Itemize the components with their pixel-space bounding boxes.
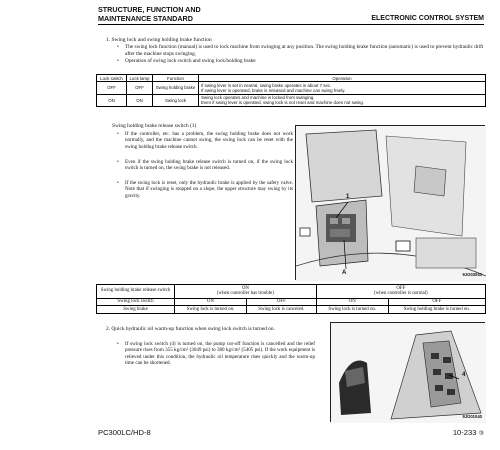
col-lock-lamp: Lock lamp — [127, 75, 153, 82]
rowhead-swing-brake: Swing brake — [97, 306, 175, 314]
cell-brake: Swing lock is turned on. — [175, 306, 247, 314]
rowhead-release-switch: Swing holding brake release switch — [97, 285, 175, 299]
release-bullet1: • If the controller, etc. has a problem, the swing holding brake does not work normally, and the machine cannot swing, the swing lock can be reset with the swing holding brake release switch. — [125, 131, 293, 150]
release-bullet3: • If the swing lock is reset, only the hydraulic brake is applied by the safety valve. Note that if swinging is stopped on a slope, the upper structure may swing by its gravity. — [125, 180, 293, 199]
footer-page — [453, 428, 484, 437]
release-off-label: OFF — [396, 285, 406, 291]
cab-illustration — [296, 126, 486, 281]
section1-bullet1: • The swing lock function (manual) is used to lock machine from swinging at any position. The swing holding brake function (automatic) is used to prevent hydraulic drift after the machine stops swinging. — [125, 44, 485, 57]
table-row — [97, 82, 486, 94]
cell-operation — [199, 82, 486, 94]
callout-4: 4 — [462, 372, 466, 378]
rowhead-swing-lock-switch: Swing lock switch — [97, 298, 175, 306]
cell-switch: OFF — [97, 82, 127, 94]
release-off-note: (when controller is normal) — [374, 291, 428, 297]
cell-switch: OFF — [246, 298, 316, 306]
col-operation: Operation — [199, 75, 486, 82]
col-lock-switch: Lock switch — [97, 75, 127, 82]
callout-1: 1 — [346, 194, 350, 200]
figure-id: 9JG01040 — [462, 414, 482, 419]
release-switch-table — [96, 284, 486, 314]
cell-switch: ON — [175, 298, 247, 306]
header-title-line2: MAINTENANCE STANDARD — [98, 13, 193, 23]
operation-line: If swing lever is operated, brake is released and machine can swing freely. — [201, 87, 346, 93]
swing-lock-switch-figure — [330, 322, 485, 422]
table-row — [97, 94, 486, 106]
section1-heading: 1. Swing lock and swing holding brake function — [106, 37, 212, 43]
operation-line: Even if swing lever is operated, swing lock is not reset and machine does not swing. — [201, 100, 365, 106]
cell-lamp: ON — [127, 94, 153, 106]
cell-brake: Swing lock is turned on. — [316, 306, 388, 314]
cell-brake: Swing holding brake is turned on. — [388, 306, 485, 314]
release-off — [316, 285, 485, 299]
release-on-label: ON — [241, 285, 249, 291]
header-section: ELECTRONIC CONTROL SYSTEM — [371, 15, 484, 22]
cell-function: Swing lock — [153, 94, 199, 106]
table-row — [97, 306, 486, 314]
release-bullet2: • Even if the swing holding brake release switch is turned on, if the swing lock switch is turned on, the swing brake is not released. — [125, 159, 293, 172]
cell-switch: ON — [97, 94, 127, 106]
release-switch-heading: Swing holding brake release switch (1) — [112, 123, 197, 129]
swing-lock-table — [96, 74, 486, 107]
cell-function: Swing holding brake — [153, 82, 199, 94]
release-on — [175, 285, 317, 299]
operation-line: If swing lever is set in neutral, swing brake operates in about 7 sec. — [201, 82, 332, 88]
footer-model: PC300LC/HD-8 — [98, 428, 151, 437]
table-row — [97, 298, 486, 306]
section2-heading: 2. Quick hydraulic oil warm-up function when swing lock switch is turned on. — [106, 326, 275, 332]
col-function: Function — [153, 75, 199, 82]
release-on-note: (when controller has trouble) — [216, 291, 274, 297]
header-title-line1: STRUCTURE, FUNCTION AND — [98, 5, 201, 14]
revision-mark: ③ — [478, 431, 484, 437]
cell-switch: OFF — [388, 298, 485, 306]
page-number: 10-233 — [452, 428, 477, 437]
section1-bullet2: • Operation of swing lock switch and swing lock/holding brake — [125, 58, 485, 65]
cell-lamp: OFF — [127, 82, 153, 94]
operation-line: Swing lock operates and machine is locked from swinging. — [201, 95, 315, 101]
callout-a: A — [342, 270, 347, 276]
header-rule — [98, 24, 484, 25]
figure-id: 9JG03043 — [462, 272, 482, 277]
release-switch-figure — [295, 125, 485, 280]
cell-switch: ON — [316, 298, 388, 306]
cell-brake: Swing lock is canceled. — [246, 306, 316, 314]
table-row — [97, 285, 486, 299]
header-title — [98, 6, 201, 23]
section2-bullet: • If swing lock switch (4) is turned on, the pump cut-off function is cancelled and the relief pressure rises from 355 kg/cm² (3049 psi) to 380 kg/cm² (5405 psi). If the work equipment is relieved under this condition, the hydraulic oil temperature rises quickly and the warm-up time can be shortened. — [125, 341, 315, 366]
cell-operation — [199, 94, 486, 106]
